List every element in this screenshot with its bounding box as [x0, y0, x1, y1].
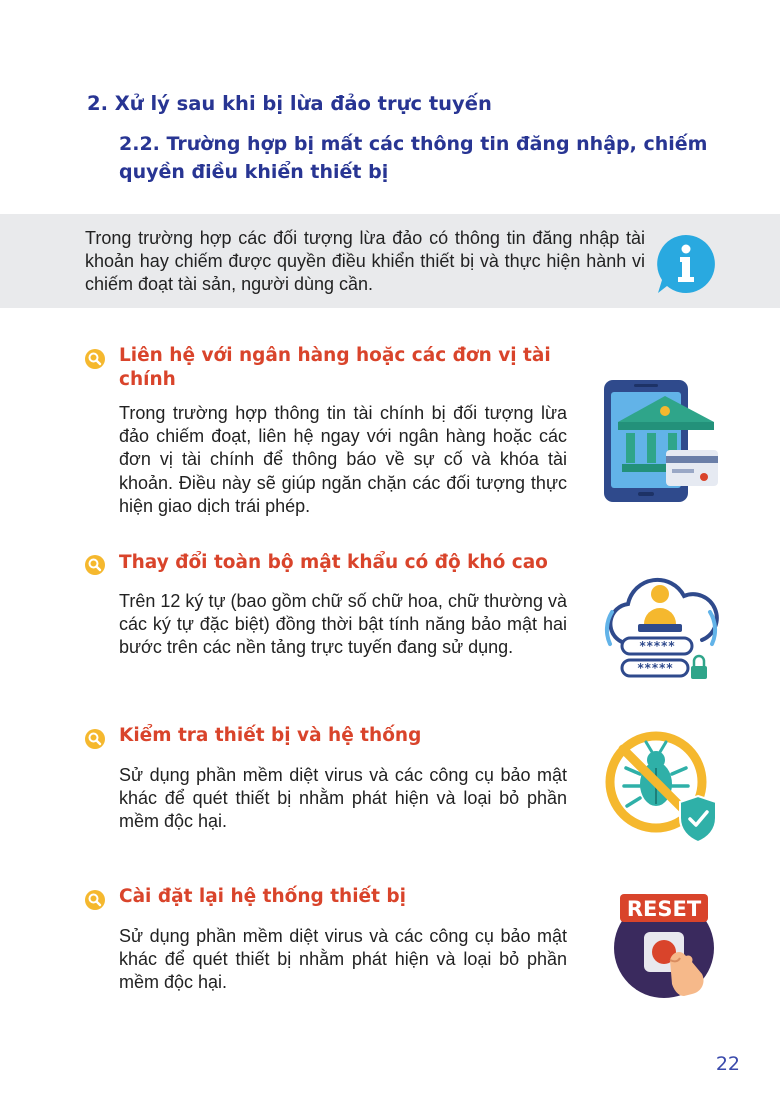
info-icon	[655, 233, 717, 295]
bank-phone-icon	[600, 378, 722, 504]
item-title: Liên hệ với ngân hàng hoặc các đơn vị tài chính	[119, 345, 551, 390]
reset-label: RESET	[626, 897, 702, 921]
password-mask-1: *****	[638, 639, 676, 653]
item-title: Cài đặt lại hệ thống thiết bị	[119, 886, 406, 907]
section-heading: 2. Xử lý sau khi bị lừa đảo trực tuyến	[87, 92, 492, 115]
item-body: Sử dụng phần mềm diệt virus và các công cụ bảo mật khác để quét thiết bị nhằm phát hiện và loại bỏ phần mềm độc hại.	[119, 765, 567, 832]
item-title: Thay đổi toàn bộ mật khẩu có độ khó cao	[119, 552, 548, 573]
subsection-heading: 2.2. Trường hợp bị mất các thông tin đăng nhập, chiếm quyền điều khiển thiết bị	[119, 133, 708, 183]
password-mask-2: *****	[636, 661, 674, 675]
item-body: Sử dụng phần mềm diệt virus và các công cụ bảo mật khác để quét thiết bị nhằm phát hiện và loại bỏ phần mềm độc hại.	[119, 926, 567, 993]
item-body: Trên 12 ký tự (bao gồm chữ số chữ hoa, chữ thường và các ký tự đặc biệt) đồng thời bật tính năng bảo mật hai bước trên các nền tảng trực tuyến đang sử dụng.	[119, 591, 567, 658]
bullet-icon	[84, 554, 106, 576]
item-title: Kiểm tra thiết bị và hệ thống	[119, 725, 422, 746]
no-bug-shield-icon	[602, 728, 720, 844]
page-number: 22	[715, 1053, 740, 1075]
cloud-password-icon	[598, 566, 724, 686]
intro-text: Trong trường hợp các đối tượng lừa đảo có thông tin đăng nhập tài khoản hay chiếm được quyền điều khiển thiết bị và thực hiện hành vi chiếm đoạt tài sản, người dùng cần.	[85, 228, 645, 294]
reset-button-icon	[612, 888, 722, 1004]
item-body: Trong trường hợp thông tin tài chính bị đối tượng lừa đảo chiếm đoạt, liên hệ ngay với ngân hàng hoặc các đơn vị tài chính để thông báo về sự cố và khóa tài khoản. Điều này sẽ giúp ngăn chặn các đối tượng thực hiện giao dịch trái phép.	[119, 403, 567, 516]
bullet-icon	[84, 889, 106, 911]
bullet-icon	[84, 728, 106, 750]
bullet-icon	[84, 348, 106, 370]
